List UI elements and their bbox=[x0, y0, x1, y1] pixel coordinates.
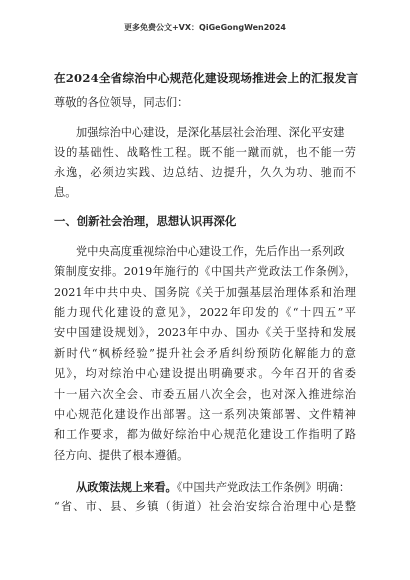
intro-line: 设的基础性、战略性工程。既不能一蹴而就，也不能一劳 bbox=[54, 146, 356, 159]
intro-line: 永逸，必须边实践、边总结、边提升，久久为功、驰而不 bbox=[54, 166, 356, 179]
body-line: 新时代“枫桥经验”提升社会矛盾纠纷预防化解能力的意 bbox=[54, 347, 356, 360]
body-line: 策制度安排。2019年施行的《中国共产党政法工作条例》， bbox=[54, 265, 356, 278]
body-line: “省、市、县、乡镇（街道）社会治安综合治理中心是整 bbox=[54, 500, 356, 513]
document-title: 在2024全省综治中心规范化建设现场推进会上的汇报发言 bbox=[54, 71, 359, 85]
bold-lead: 从政策法规上来看。 bbox=[76, 480, 177, 494]
body-line: 和工作要求，都为做好综治中心规范化建设工作指明了路 bbox=[54, 428, 356, 441]
intro-line: 息。 bbox=[54, 186, 77, 199]
body-line: 中心规范化建设作出部署。这一系列决策部署、文件精神 bbox=[54, 408, 356, 421]
greeting: 尊敬的各位领导，同志们： bbox=[54, 96, 189, 109]
page-header-note: 更多免费公文+VX：QiGeGongWen2024 bbox=[123, 23, 286, 32]
body-line: 2021年中共中央、国务院《关于加强基层治理体系和治理 bbox=[54, 286, 356, 299]
body-line: 能力现代化建设的意见》，2022年印发的《“十四五”平 bbox=[54, 306, 356, 319]
body-line: 径方向、提供了根本遵循。 bbox=[54, 449, 189, 462]
body-line: 十一届六次全会、市委五届八次全会，也对深入推进综治 bbox=[54, 388, 356, 401]
section-heading: 一、创新社会治理，思想认识再深化 bbox=[54, 214, 237, 228]
body-line: 党中央高度重视综治中心建设工作，先后作出一系列政 bbox=[76, 245, 345, 258]
body-line: 安中国建设规划》，2023年中办、国办《关于坚持和发展 bbox=[54, 326, 356, 339]
body-line: 见》，均对综治中心建设提出明确要求。今年召开的省委 bbox=[54, 367, 356, 380]
intro-line: 加强综治中心建设，是深化基层社会治理、深化平安建 bbox=[76, 126, 345, 139]
body-text: 《中国共产党政法工作条例》明确： bbox=[176, 481, 351, 494]
body-line bbox=[76, 480, 350, 495]
